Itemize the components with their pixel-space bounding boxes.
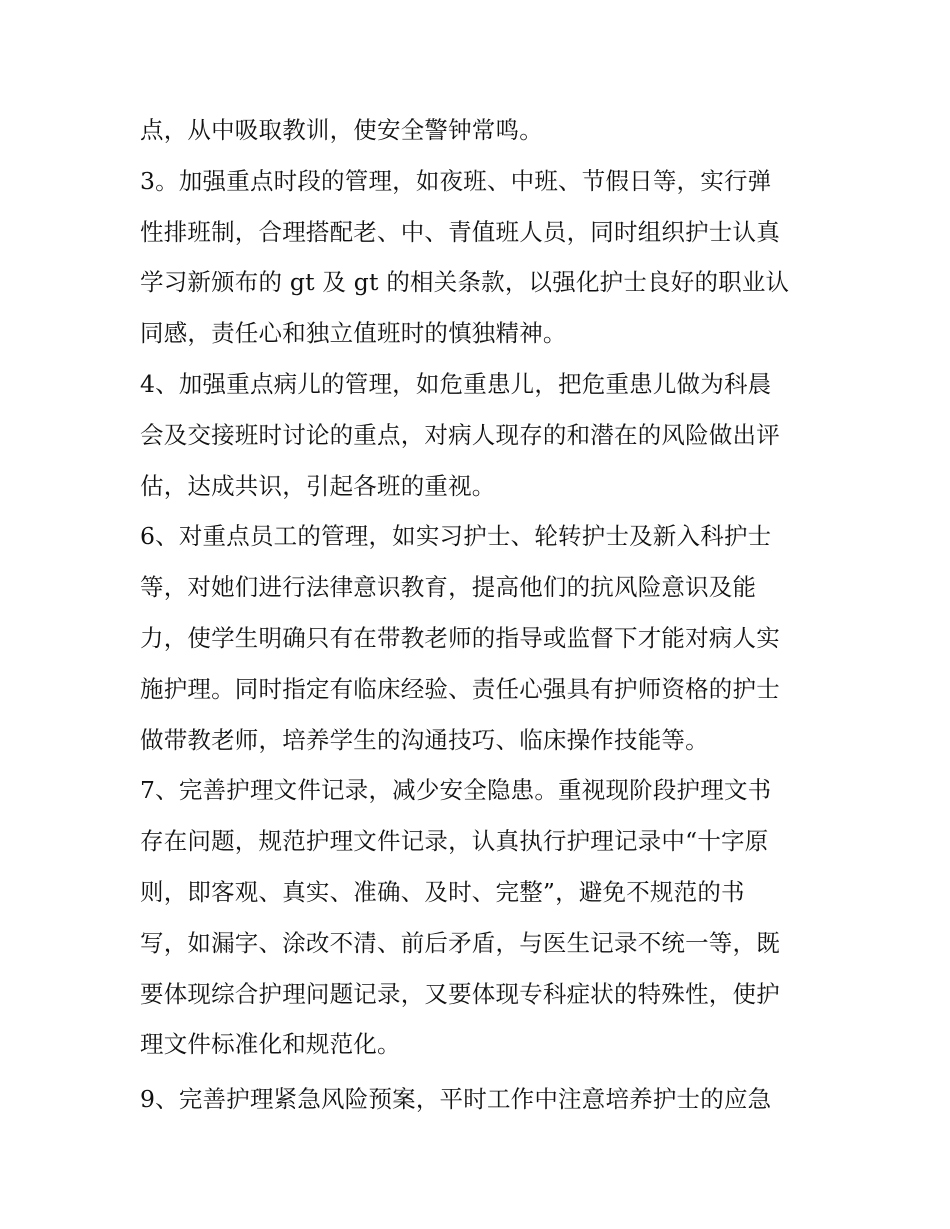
- text-line-13: 做带教老师，培养学生的沟通技巧、临床操作技能等。: [140, 725, 709, 754]
- text-line-16: 则，即客观、真实、准确、及时、完整”，避免不规范的书: [140, 877, 745, 906]
- text-line-7: 会及交接班时讨论的重点，对病人现存的和潜在的风险做出评: [140, 420, 780, 449]
- text-line-9: 6、对重点员工的管理，如实习护士、轮转护士及新入科护士: [140, 522, 772, 551]
- text-line-6: 4、加强重点病儿的管理，如危重患儿，把危重患儿做为科晨: [140, 369, 772, 398]
- text-line-20: 9、完善护理紧急风险预案，平时工作中注意培养护士的应急: [140, 1085, 772, 1114]
- text-line-15: 存在问题，规范护理文件记录，认真执行护理记录中“十字原: [140, 827, 769, 856]
- text-line-14: 7、完善护理文件记录，减少安全隐患。重视现阶段护理文书: [140, 776, 772, 805]
- text-line-12: 施护理。同时指定有临床经验、责任心强具有护师资格的护士: [140, 674, 780, 703]
- text-line-2: 3。加强重点时段的管理，如夜班、中班、节假日等，实行弹: [140, 166, 772, 195]
- text-line-4: 学习新颁布的 gt 及 gt 的相关条款，以强化护士良好的职业认: [140, 268, 790, 297]
- text-line-10: 等，对她们进行法律意识教育，提高他们的抗风险意识及能: [140, 573, 757, 602]
- text-line-19: 理文件标准化和规范化。: [140, 1030, 401, 1059]
- text-line-5: 同感，责任心和独立值班时的慎独精神。: [140, 319, 567, 348]
- text-line-3: 性排班制，合理搭配老、中、青值班人员，同时组织护士认真: [140, 217, 780, 246]
- text-line-8: 估，达成共识，引起各班的重视。: [140, 471, 496, 500]
- document-body: [140, 105, 820, 1125]
- text-line-11: 力，使学生明确只有在带教老师的指导或监督下才能对病人实: [140, 623, 780, 652]
- text-line-1: 点，从中吸取教训，使安全警钟常鸣。: [140, 116, 543, 144]
- text-line-17: 写，如漏字、涂改不清、前后矛盾，与医生记录不统一等，既: [140, 928, 780, 957]
- text-line-18: 要体现综合护理问题记录，又要体现专科症状的特殊性，使护: [140, 979, 780, 1008]
